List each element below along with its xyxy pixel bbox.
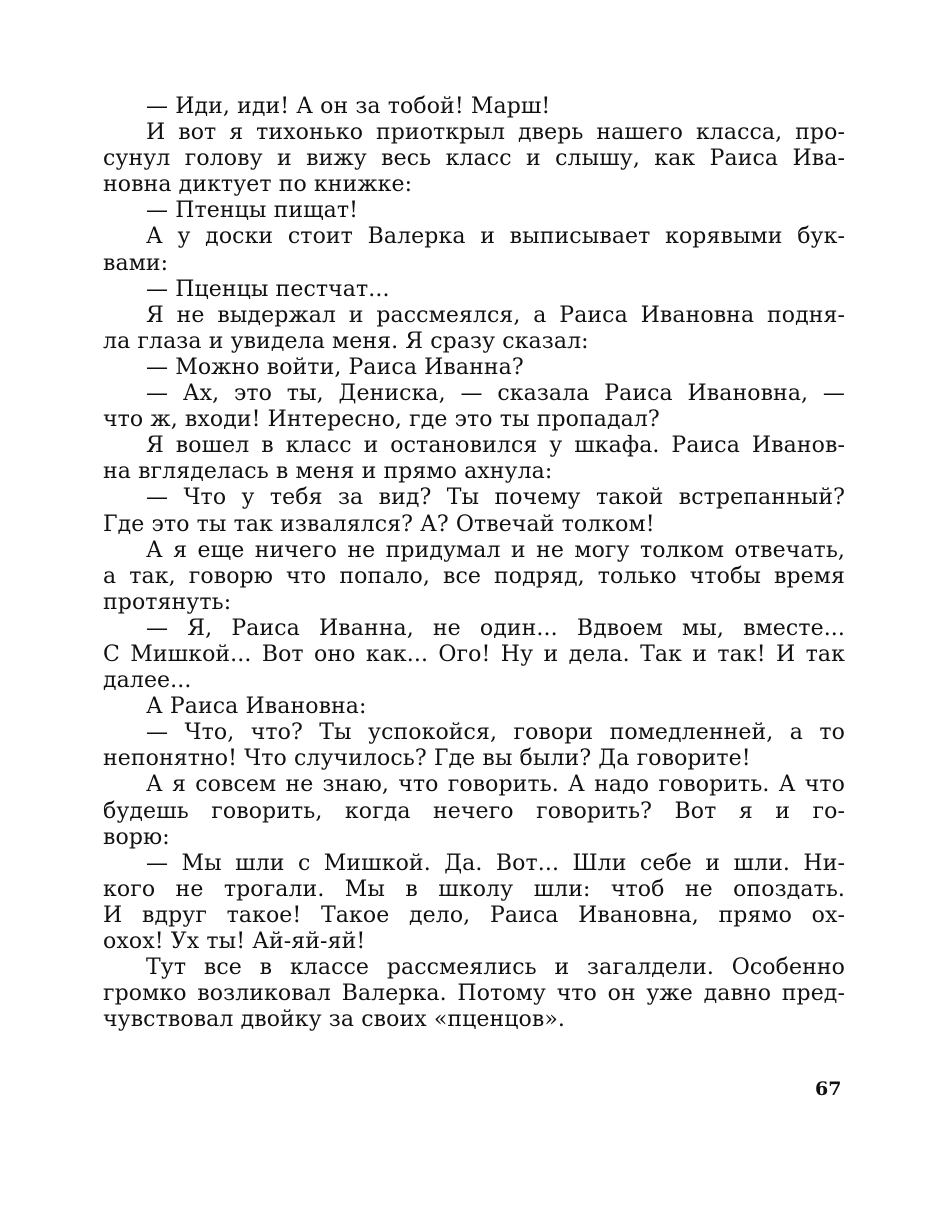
- text-line: А Раиса Ивановна:: [146, 694, 367, 720]
- paragraph: [103, 433, 845, 485]
- body-text: [103, 94, 845, 1033]
- paragraph: [103, 381, 845, 433]
- text-line: И вдруг такое! Такое дело, Раиса Ивановна, прямо ох-: [103, 902, 845, 928]
- text-line: — Иди, иди! А он за тобой! Марш!: [146, 94, 551, 119]
- paragraph: [103, 851, 845, 955]
- text-line: Тут все в классе рассмеялись и загалдели. Особенно: [146, 955, 845, 981]
- paragraph: [103, 955, 845, 1033]
- paragraph: [103, 224, 845, 276]
- text-line: С Мишкой... Вот оно как... Ого! Ну и дела. Так и так! И так: [103, 641, 845, 667]
- text-line: — Птенцы пищат!: [146, 198, 359, 224]
- text-line: непонятно! Что случилось? Где вы были? Да говорите!: [103, 746, 751, 772]
- text-line: далее...: [103, 668, 192, 694]
- paragraph: [103, 720, 845, 772]
- text-line: А у доски стоит Валерка и выписывает корявыми бук-: [146, 224, 845, 250]
- paragraph: [103, 694, 845, 720]
- text-line: вами:: [103, 250, 169, 276]
- text-line: громко возликовал Валерка. Потому что он уже давно пред-: [103, 981, 845, 1007]
- paragraph: [103, 277, 845, 303]
- text-line: новна диктует по книжке:: [103, 172, 413, 198]
- text-line: что ж, входи! Интересно, где это ты пропадал?: [103, 407, 660, 433]
- paragraph: [103, 120, 845, 198]
- text-line: А я еще ничего не придумал и не могу толком отвечать,: [146, 537, 845, 563]
- text-line: ворю:: [103, 824, 170, 850]
- text-line: охох! Ух ты! Ай-яй-яй!: [103, 929, 366, 954]
- text-line: — Что у тебя за вид? Ты почему такой встрепанный?: [146, 485, 845, 511]
- paragraph: [103, 772, 845, 850]
- text-line: сунул голову и вижу весь класс и слышу, как Раиса Ива-: [103, 146, 845, 172]
- text-line: протянуть:: [103, 589, 232, 615]
- text-line: Я вошел в класс и остановился у шкафа. Раиса Иванов-: [146, 433, 845, 459]
- text-line: И вот я тихонько приоткрыл дверь нашего класса, про-: [146, 120, 845, 146]
- page-number: 67: [815, 1078, 842, 1100]
- text-line: чувствовал двойку за своих «пценцов».: [103, 1007, 566, 1033]
- paragraph: [103, 94, 845, 120]
- paragraph: [103, 198, 845, 224]
- paragraph: [103, 355, 845, 381]
- text-line: Где это ты так извалялся? А? Отвечай толком!: [103, 511, 655, 537]
- text-line: будешь говорить, когда нечего говорить? Вот я и го-: [103, 798, 845, 824]
- text-line: а так, говорю что попало, все подряд, только чтобы время: [103, 563, 845, 589]
- text-line: — Пценцы пестчат...: [146, 276, 390, 302]
- text-line: — Мы шли с Мишкой. Да. Вот... Шли себе и шли. Ни-: [146, 850, 845, 876]
- text-line: — Что, что? Ты успокойся, говори помедленней, а то: [146, 720, 845, 746]
- text-line: А я совсем не знаю, что говорить. А надо говорить. А что: [146, 772, 845, 798]
- text-line: — Я, Раиса Иванна, не один... Вдвоем мы, вместе...: [146, 615, 845, 641]
- text-line: ла глаза и увидела меня. Я сразу сказал:: [103, 328, 589, 354]
- paragraph: [103, 485, 845, 537]
- paragraph: [103, 303, 845, 355]
- paragraph: [103, 538, 845, 616]
- text-line: — Можно войти, Раиса Иванна?: [146, 354, 524, 380]
- text-line: — Ах, это ты, Дениска, — сказала Раиса Ивановна, —: [146, 381, 845, 407]
- text-line: кого не трогали. Мы в школу шли: чтоб не опоздать.: [103, 876, 845, 902]
- paragraph: [103, 616, 845, 694]
- text-line: Я не выдержал и рассмеялся, а Раиса Ивановна подня-: [146, 302, 845, 328]
- text-line: на вгляделась в меня и прямо ахнула:: [103, 459, 553, 485]
